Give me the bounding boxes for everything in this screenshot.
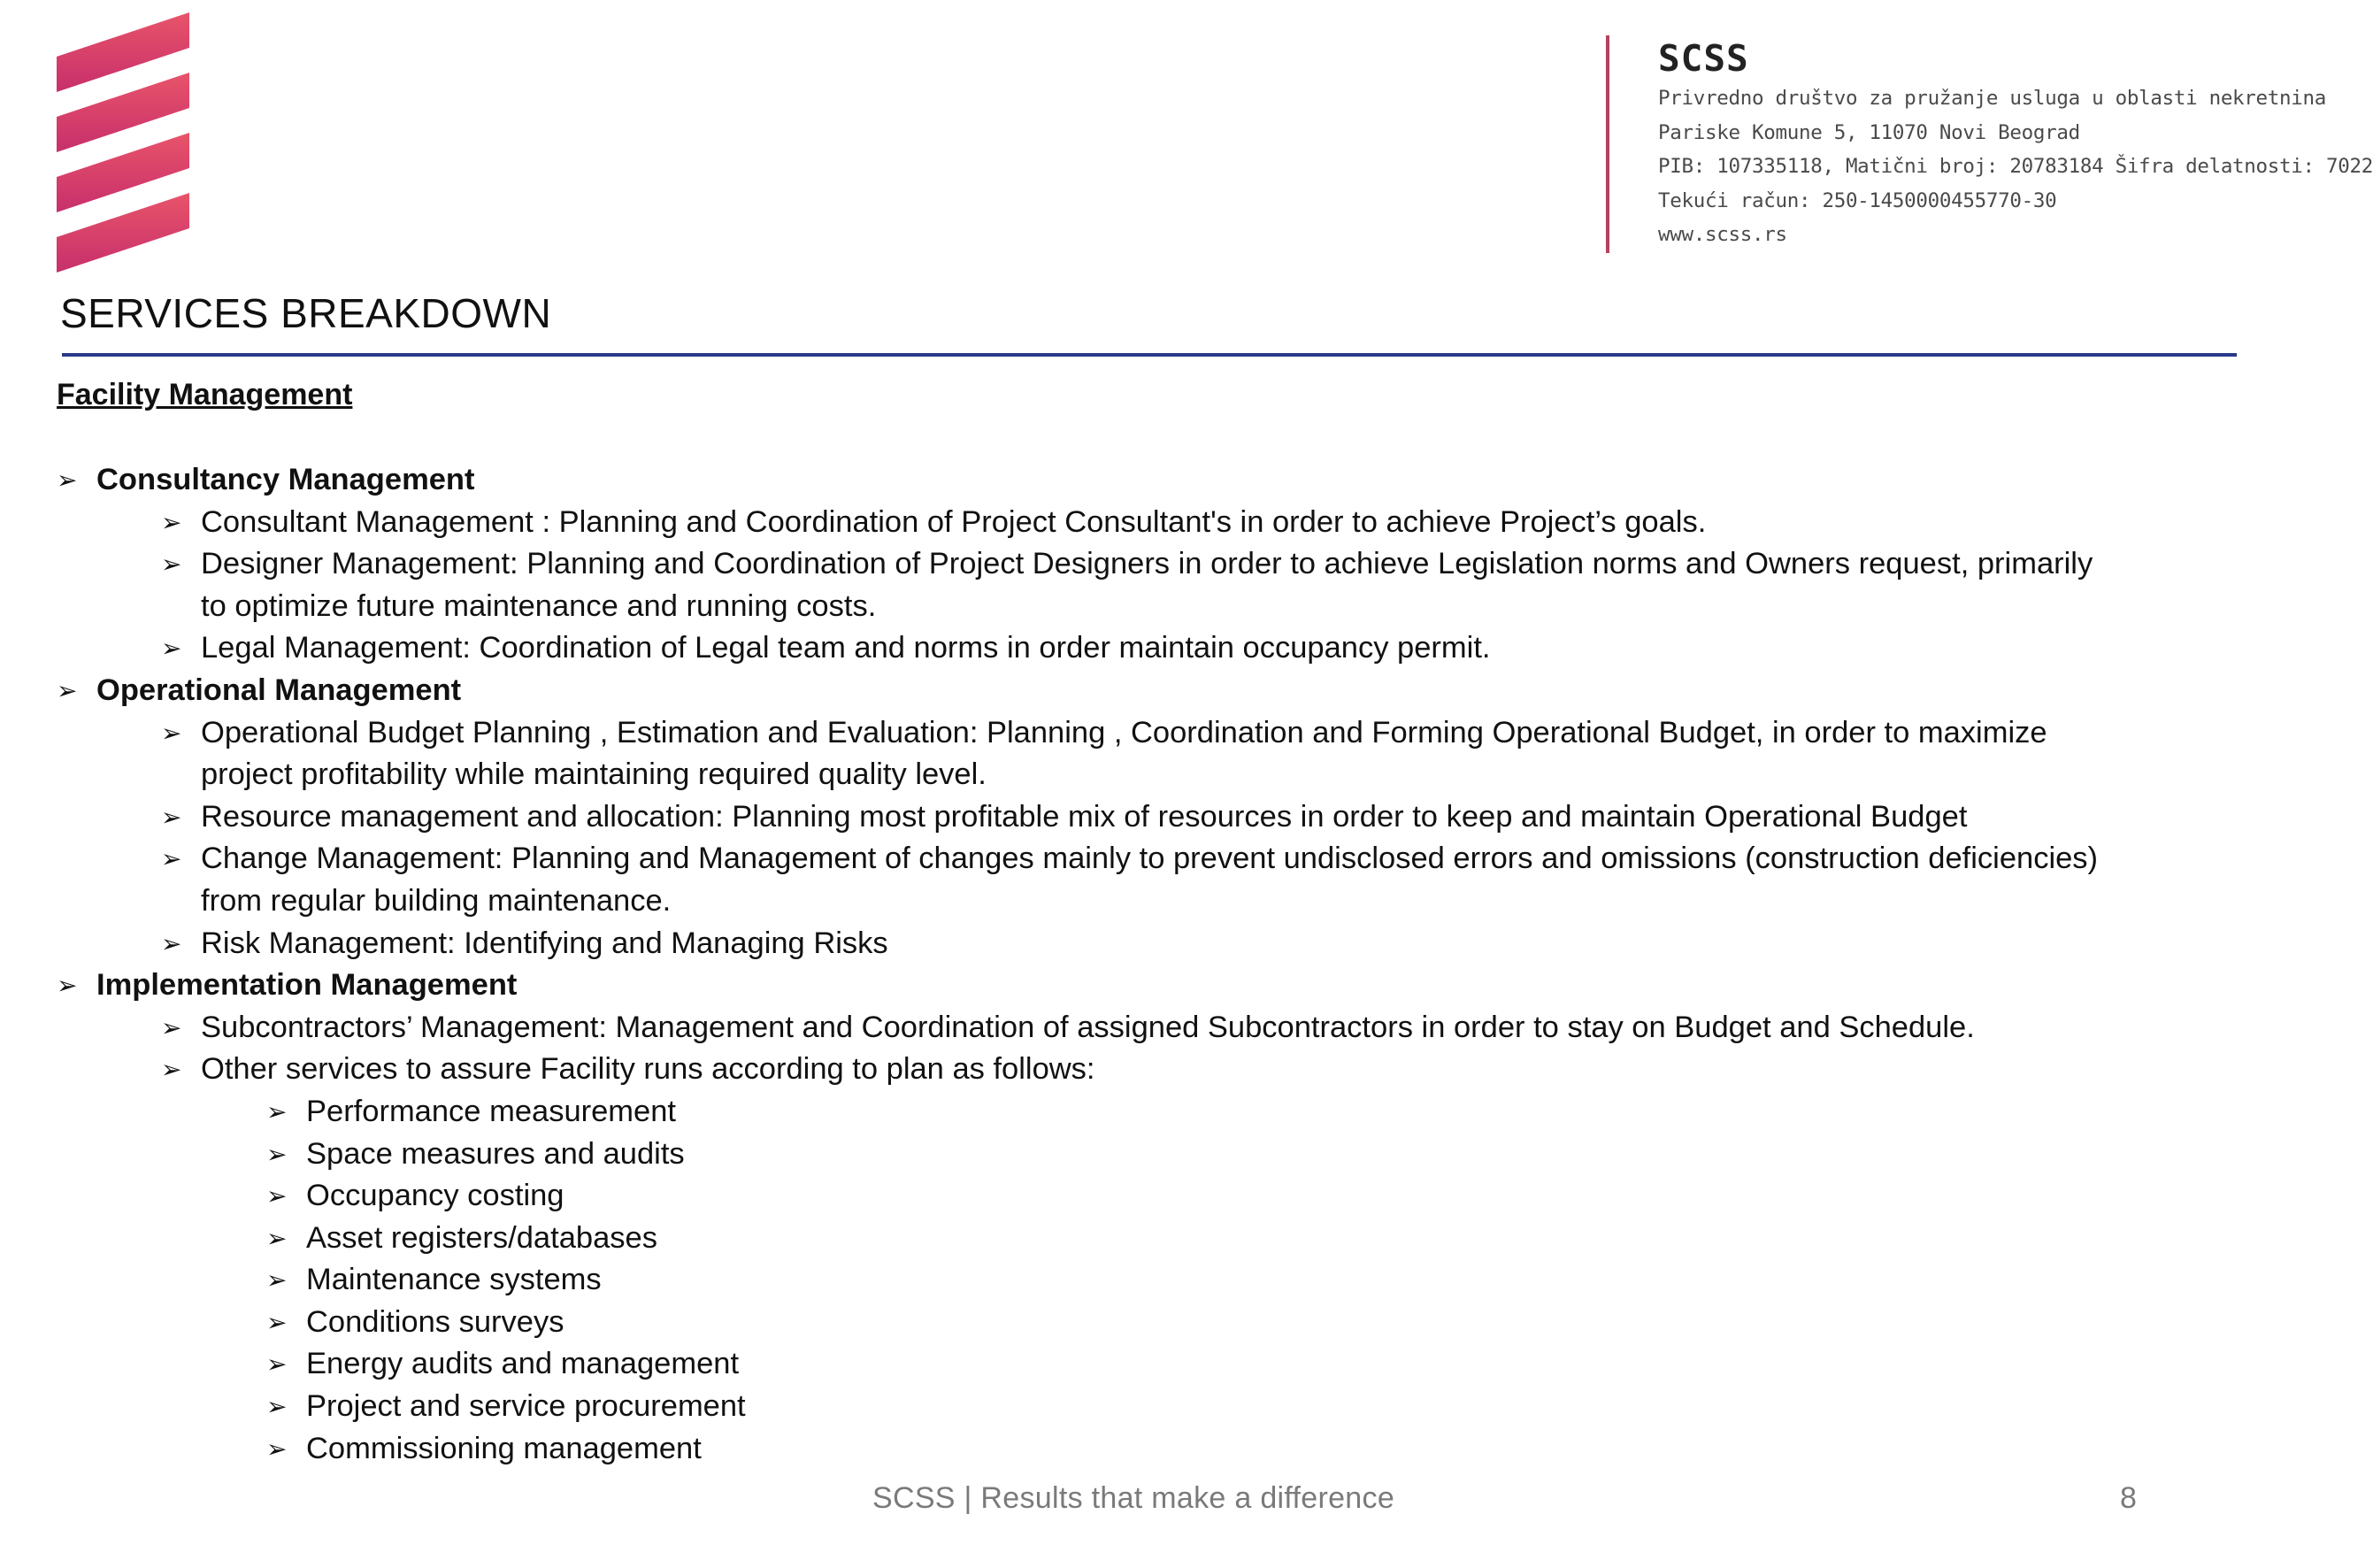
category-heading-text: Implementation Management bbox=[96, 968, 518, 1003]
arrowhead-bullet-icon: ➢ bbox=[57, 465, 78, 495]
arrowhead-bullet-icon: ➢ bbox=[266, 1392, 288, 1422]
service-item-text: project profitability while maintaining required quality level. bbox=[201, 757, 987, 792]
arrowhead-bullet-icon: ➢ bbox=[161, 634, 182, 664]
arrowhead-bullet-icon: ➢ bbox=[266, 1096, 288, 1126]
arrowhead-bullet-icon: ➢ bbox=[161, 718, 182, 748]
service-item bbox=[57, 838, 2207, 922]
arrowhead-bullet-icon: ➢ bbox=[266, 1223, 288, 1253]
service-item bbox=[57, 1007, 2207, 1049]
service-item bbox=[57, 923, 2207, 965]
category-heading-text: Operational Management bbox=[96, 673, 462, 707]
page-title: SERVICES BREAKDOWN bbox=[60, 290, 552, 336]
service-subitem-text: Space measures and audits bbox=[306, 1136, 685, 1171]
service-item bbox=[57, 627, 2207, 670]
company-address: Pariske Komune 5, 11070 Novi Beograd bbox=[1658, 120, 2080, 144]
service-item bbox=[57, 796, 2207, 839]
arrowhead-bullet-icon: ➢ bbox=[161, 1012, 182, 1042]
service-item bbox=[57, 712, 2207, 796]
arrowhead-bullet-icon: ➢ bbox=[161, 507, 182, 537]
service-item-text: Resource management and allocation: Planning most profitable mix of resources in order to keep and maintain Operational Budget bbox=[201, 799, 1968, 834]
company-logo bbox=[57, 12, 193, 280]
arrowhead-bullet-icon: ➢ bbox=[266, 1349, 288, 1380]
service-subitem bbox=[57, 1302, 2207, 1344]
arrowhead-bullet-icon: ➢ bbox=[266, 1265, 288, 1295]
service-item-text: Subcontractors’ Management: Management and Coordination of assigned Subcontractors in order to stay on Budget and Schedule. bbox=[201, 1010, 1975, 1044]
service-subitem-text: Energy audits and management bbox=[306, 1347, 740, 1381]
service-subitem-text: Performance measurement bbox=[306, 1094, 677, 1128]
company-bank-account: Tekući račun: 250-1450000455770-30 bbox=[1658, 188, 2057, 212]
service-subitem-text: Maintenance systems bbox=[306, 1263, 602, 1297]
company-website: www.scss.rs bbox=[1658, 223, 1787, 246]
footer-tagline: SCSS | Results that make a difference bbox=[872, 1481, 1395, 1515]
arrowhead-bullet-icon: ➢ bbox=[161, 844, 182, 874]
service-subitem bbox=[57, 1343, 2207, 1386]
service-item-text: Legal Management: Coordination of Legal team and norms in order maintain occupancy permit. bbox=[201, 631, 1491, 665]
arrowhead-bullet-icon: ➢ bbox=[161, 1055, 182, 1085]
services-outline bbox=[57, 459, 2207, 1470]
service-subitem bbox=[57, 1091, 2207, 1134]
service-subitem bbox=[57, 1218, 2207, 1260]
company-name: SCSS bbox=[1658, 37, 1749, 80]
section-heading: Facility Management bbox=[57, 378, 353, 411]
service-item-text: from regular building maintenance. bbox=[201, 883, 672, 918]
arrowhead-bullet-icon: ➢ bbox=[57, 971, 78, 1001]
service-item-text: Designer Management: Planning and Coordination of Project Designers in order to achieve Legislation norms and Owners request, primarily bbox=[201, 547, 2093, 581]
arrowhead-bullet-icon: ➢ bbox=[266, 1433, 288, 1464]
service-subitem-text: Project and service procurement bbox=[306, 1389, 746, 1424]
service-subitem-text: Occupancy costing bbox=[306, 1179, 564, 1213]
arrowhead-bullet-icon: ➢ bbox=[161, 550, 182, 580]
service-subitem-text: Commissioning management bbox=[306, 1431, 702, 1465]
service-subitem bbox=[57, 1175, 2207, 1218]
company-description: Privredno društvo za pružanje usluga u oblasti nekretnina bbox=[1658, 87, 2327, 110]
service-item-text: Operational Budget Planning , Estimation and Evaluation: Planning , Coordination and Forming Operational Budget, in order to maximize bbox=[201, 715, 2047, 749]
service-item-text: Change Management: Planning and Management of changes mainly to prevent undisclosed errors and omissions (construction deficiencies) bbox=[201, 842, 2099, 876]
service-item-text: Risk Management: Identifying and Managing Risks bbox=[201, 926, 888, 960]
service-subitem bbox=[57, 1386, 2207, 1428]
service-subitem bbox=[57, 1259, 2207, 1302]
arrowhead-bullet-icon: ➢ bbox=[161, 928, 182, 958]
service-item bbox=[57, 1049, 2207, 1091]
service-item-text: to optimize future maintenance and running costs. bbox=[201, 588, 877, 623]
service-item bbox=[57, 502, 2207, 544]
company-registration: PIB: 107335118, Matični broj: 20783184 Šifra delatnosti: 7022 bbox=[1658, 155, 2373, 178]
service-item-text: Other services to assure Facility runs according to plan as follows: bbox=[201, 1052, 1095, 1087]
category-heading bbox=[57, 670, 2207, 712]
company-info bbox=[1606, 35, 2373, 253]
arrowhead-bullet-icon: ➢ bbox=[266, 1181, 288, 1211]
service-item bbox=[57, 543, 2207, 627]
arrowhead-bullet-icon: ➢ bbox=[57, 675, 78, 705]
category-heading bbox=[57, 965, 2207, 1007]
service-item-text: Consultant Management : Planning and Coordination of Project Consultant's in order to achieve Project’s goals. bbox=[201, 504, 1707, 539]
service-subitem-text: Asset registers/databases bbox=[306, 1220, 657, 1255]
category-heading bbox=[57, 459, 2207, 502]
category-heading-text: Consultancy Management bbox=[96, 463, 475, 496]
service-subitem bbox=[57, 1134, 2207, 1176]
title-divider bbox=[62, 353, 2237, 357]
arrowhead-bullet-icon: ➢ bbox=[161, 802, 182, 832]
service-subitem bbox=[57, 1428, 2207, 1471]
arrowhead-bullet-icon: ➢ bbox=[266, 1139, 288, 1169]
service-subitem-text: Conditions surveys bbox=[306, 1304, 564, 1339]
page-number: 8 bbox=[2120, 1481, 2137, 1515]
arrowhead-bullet-icon: ➢ bbox=[266, 1307, 288, 1337]
scss-striped-logo-icon bbox=[57, 12, 193, 280]
